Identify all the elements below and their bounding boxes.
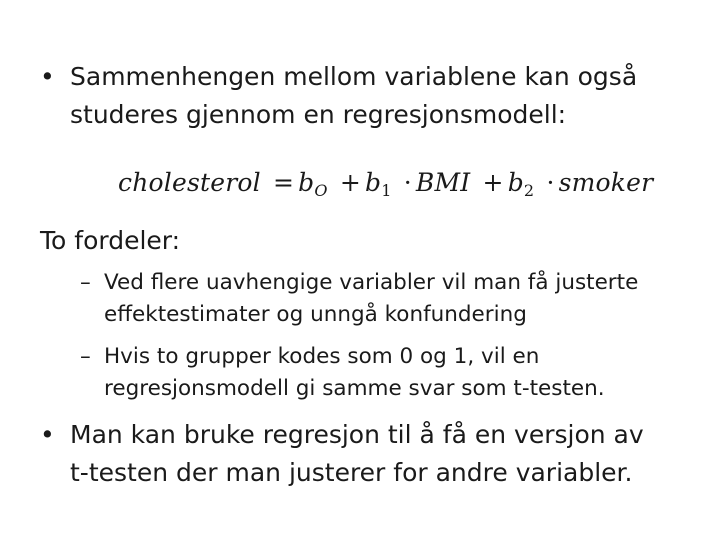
equation-b1: b xyxy=(365,168,382,197)
sub2-line1: Hvis to grupper kodes som 0 og 1, vil en xyxy=(104,344,540,369)
equation-b2-sub: 2 xyxy=(523,181,535,200)
equation-plus1: + xyxy=(339,168,361,197)
bullet-marker: • xyxy=(40,62,55,91)
bullet1-line1: Sammenhengen mellom variablene kan også xyxy=(70,62,638,91)
bullet2-line1: Man kan bruke regresjon til å få en versjon av xyxy=(70,420,644,449)
regression-equation xyxy=(118,164,653,202)
equation-lhs: cholesterol xyxy=(118,168,261,197)
equation-b0-sub: O xyxy=(314,181,328,200)
equation-b2: b xyxy=(507,168,524,197)
equation-dot2: · xyxy=(546,168,555,197)
equation-plus2: + xyxy=(482,168,504,197)
sub-bullet-dash: – xyxy=(80,270,91,295)
equation-equals: = xyxy=(272,168,295,197)
sub2-line2: regresjonsmodell gi samme svar som t-testen. xyxy=(104,376,605,401)
equation-b0: b xyxy=(298,168,315,197)
bullet2-line2: t-testen der man justerer for andre variabler. xyxy=(70,458,633,487)
section-heading: To fordeler: xyxy=(40,226,181,255)
equation-var1: BMI xyxy=(415,168,471,197)
equation-b1-sub: 1 xyxy=(381,181,392,200)
sub-bullet-dash: – xyxy=(80,344,91,369)
equation-var2: smoker xyxy=(558,168,654,197)
bullet1-line2: studeres gjennom en regresjonsmodell: xyxy=(70,100,567,129)
sub1-line1: Ved flere uavhengige variabler vil man få justerte xyxy=(104,270,639,295)
equation-dot1: · xyxy=(403,168,412,197)
sub1-line2: effektestimater og unngå konfundering xyxy=(104,302,527,327)
bullet-marker: • xyxy=(40,420,55,449)
